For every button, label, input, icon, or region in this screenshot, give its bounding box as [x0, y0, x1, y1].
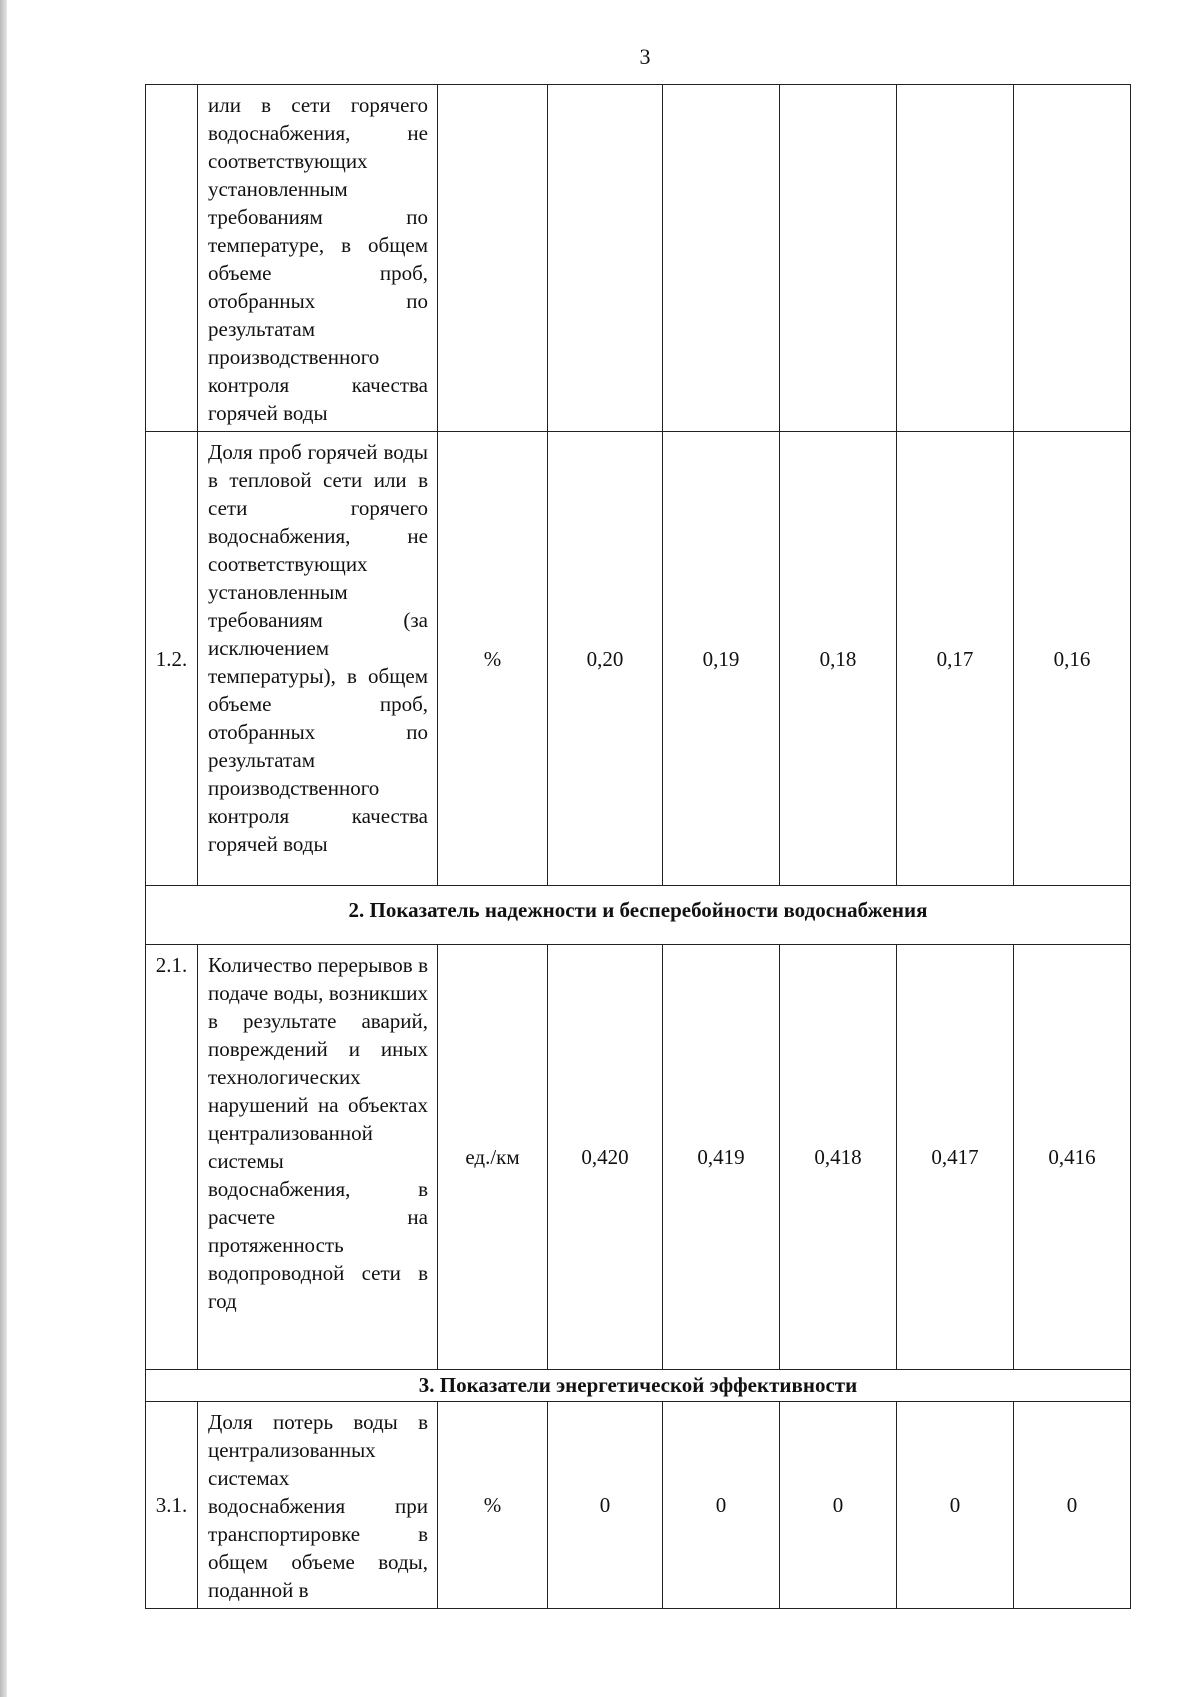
- indicator-description: Количество перерывов в подаче воды, возникших в результате аварий, повреждений и иных технологических нарушений на объектах централизованной системы водоснабжения, в расчете на протяженность водопроводной сети в год: [198, 945, 438, 1370]
- value-cell: 0: [897, 1402, 1014, 1609]
- table-row: [146, 85, 1131, 432]
- unit-cell: ед./км: [438, 945, 548, 1370]
- value-cell: 0: [780, 1402, 897, 1609]
- unit-cell: %: [438, 1402, 548, 1609]
- value-cell: [1014, 85, 1131, 432]
- section-header-row: [146, 886, 1131, 945]
- value-cell: 0,419: [663, 945, 780, 1370]
- value-cell: [897, 85, 1014, 432]
- value-cell: 0,418: [780, 945, 897, 1370]
- indicator-description: или в сети горячего водоснабжения, не соответствующих установленным требованиям по температуре, в общем объеме проб, отобранных по результатам производственного контроля качества горячей воды: [198, 85, 438, 432]
- value-cell: 0,420: [548, 945, 663, 1370]
- section-header-row: [146, 1370, 1131, 1402]
- table-row: [146, 432, 1131, 886]
- value-cell: [663, 85, 780, 432]
- section-title: 2. Показатель надежности и бесперебойности водоснабжения: [146, 886, 1131, 945]
- value-cell: 0,417: [897, 945, 1014, 1370]
- indicators-table: [145, 84, 1131, 1609]
- scan-edge-shadow: [0, 0, 7, 1697]
- table-row: [146, 945, 1131, 1370]
- row-number: [146, 85, 198, 432]
- row-number: 1.2.: [146, 432, 198, 886]
- value-cell: 0,16: [1014, 432, 1131, 886]
- page-number: 3: [639, 44, 651, 69]
- value-cell: 0,416: [1014, 945, 1131, 1370]
- value-cell: 0,19: [663, 432, 780, 886]
- indicator-description: Доля потерь воды в централизованных системах водоснабжения при транспортировке в общем объеме воды, поданной в: [198, 1402, 438, 1609]
- row-number: 2.1.: [146, 945, 198, 1370]
- value-cell: [780, 85, 897, 432]
- indicator-description: Доля проб горячей воды в тепловой сети или в сети горячего водоснабжения, не соответствующих установленным требованиям (за исключением температуры), в общем объеме проб, отобранных по результатам производственного контроля качества горячей воды: [198, 432, 438, 886]
- value-cell: 0,17: [897, 432, 1014, 886]
- table-row: [146, 1402, 1131, 1609]
- unit-cell: %: [438, 432, 548, 886]
- value-cell: 0,18: [780, 432, 897, 886]
- value-cell: 0: [663, 1402, 780, 1609]
- value-cell: 0,20: [548, 432, 663, 886]
- section-title: 3. Показатели энергетической эффективности: [146, 1370, 1131, 1402]
- row-number: 3.1.: [146, 1402, 198, 1609]
- value-cell: 0: [1014, 1402, 1131, 1609]
- unit-cell: [438, 85, 548, 432]
- value-cell: 0: [548, 1402, 663, 1609]
- value-cell: [548, 85, 663, 432]
